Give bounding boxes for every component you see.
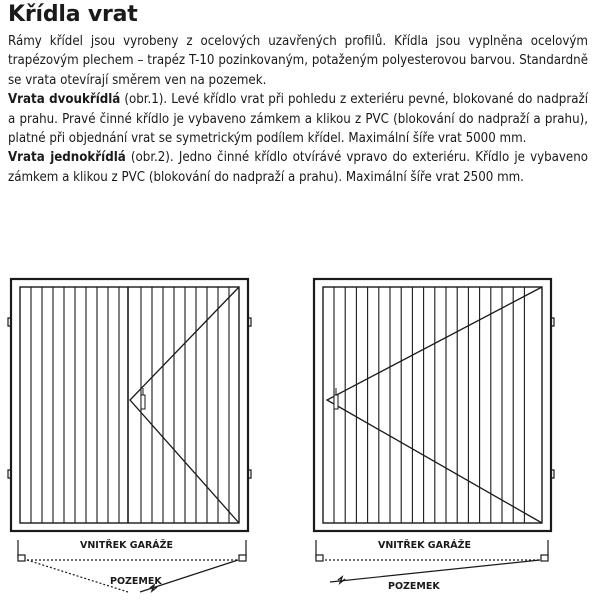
- plan1-right-post: [239, 555, 246, 561]
- single-door-text: Jedno činné křídlo otvírávé vpravo do exteriéru. Křídlo je vybaveno zámkem a klikou z PVC (blokování do nadpraží a prahu). Maximální šíře vrat 2500 mm.: [8, 150, 589, 185]
- single-door-ref: (obr.2).: [125, 150, 174, 166]
- double-door-ref: (obr.1).: [120, 92, 168, 108]
- plan2-inside-label: VNITŘEK GARÁŽE: [378, 540, 471, 551]
- plan2-outside-label: POZEMEK: [388, 581, 440, 592]
- intro-paragraph: Rámy křídel jsou vyrobeny z ocelových uzavřených profilů. Křídla jsou vyplněna ocelovým trapézovým plechem – trapéz T-10 pozinkovaným, potaženým polyesterovou barvou. Standardně se vrata otevírají směrem ven na pozemek.: [8, 34, 588, 88]
- double-door-paragraph: [8, 90, 588, 148]
- double-door-heading: Vrata dvoukřídlá: [8, 92, 121, 108]
- page-title: Křídla vrat: [8, 2, 138, 27]
- plan1-left-post: [18, 555, 25, 561]
- plan2-break-symbol: [338, 577, 345, 583]
- plan1-outside-label: POZEMEK: [110, 576, 162, 587]
- plan1-inside-label: VNITŘEK GARÁŽE: [80, 540, 173, 551]
- double-door-text: Levé křídlo vrat při pohledu z exteriéru pevné, blokované do nadpraží a prahu. Pravé činné křídlo je vybaveno zámkem a klikou z PVC (blokování do nadpraží a prahu), platné při objednání vrat se symetrickým podílem křídel. Maximální šíře vrat 5000 mm.: [8, 92, 588, 147]
- plan2-right-post: [541, 555, 548, 561]
- single-door-heading: Vrata jednokřídlá: [8, 150, 126, 166]
- plan2-leaf: [330, 560, 540, 582]
- plan-views: [0, 270, 598, 600]
- plan2-left-post: [316, 555, 323, 561]
- body-text: [8, 32, 588, 187]
- single-door-paragraph: [8, 148, 588, 187]
